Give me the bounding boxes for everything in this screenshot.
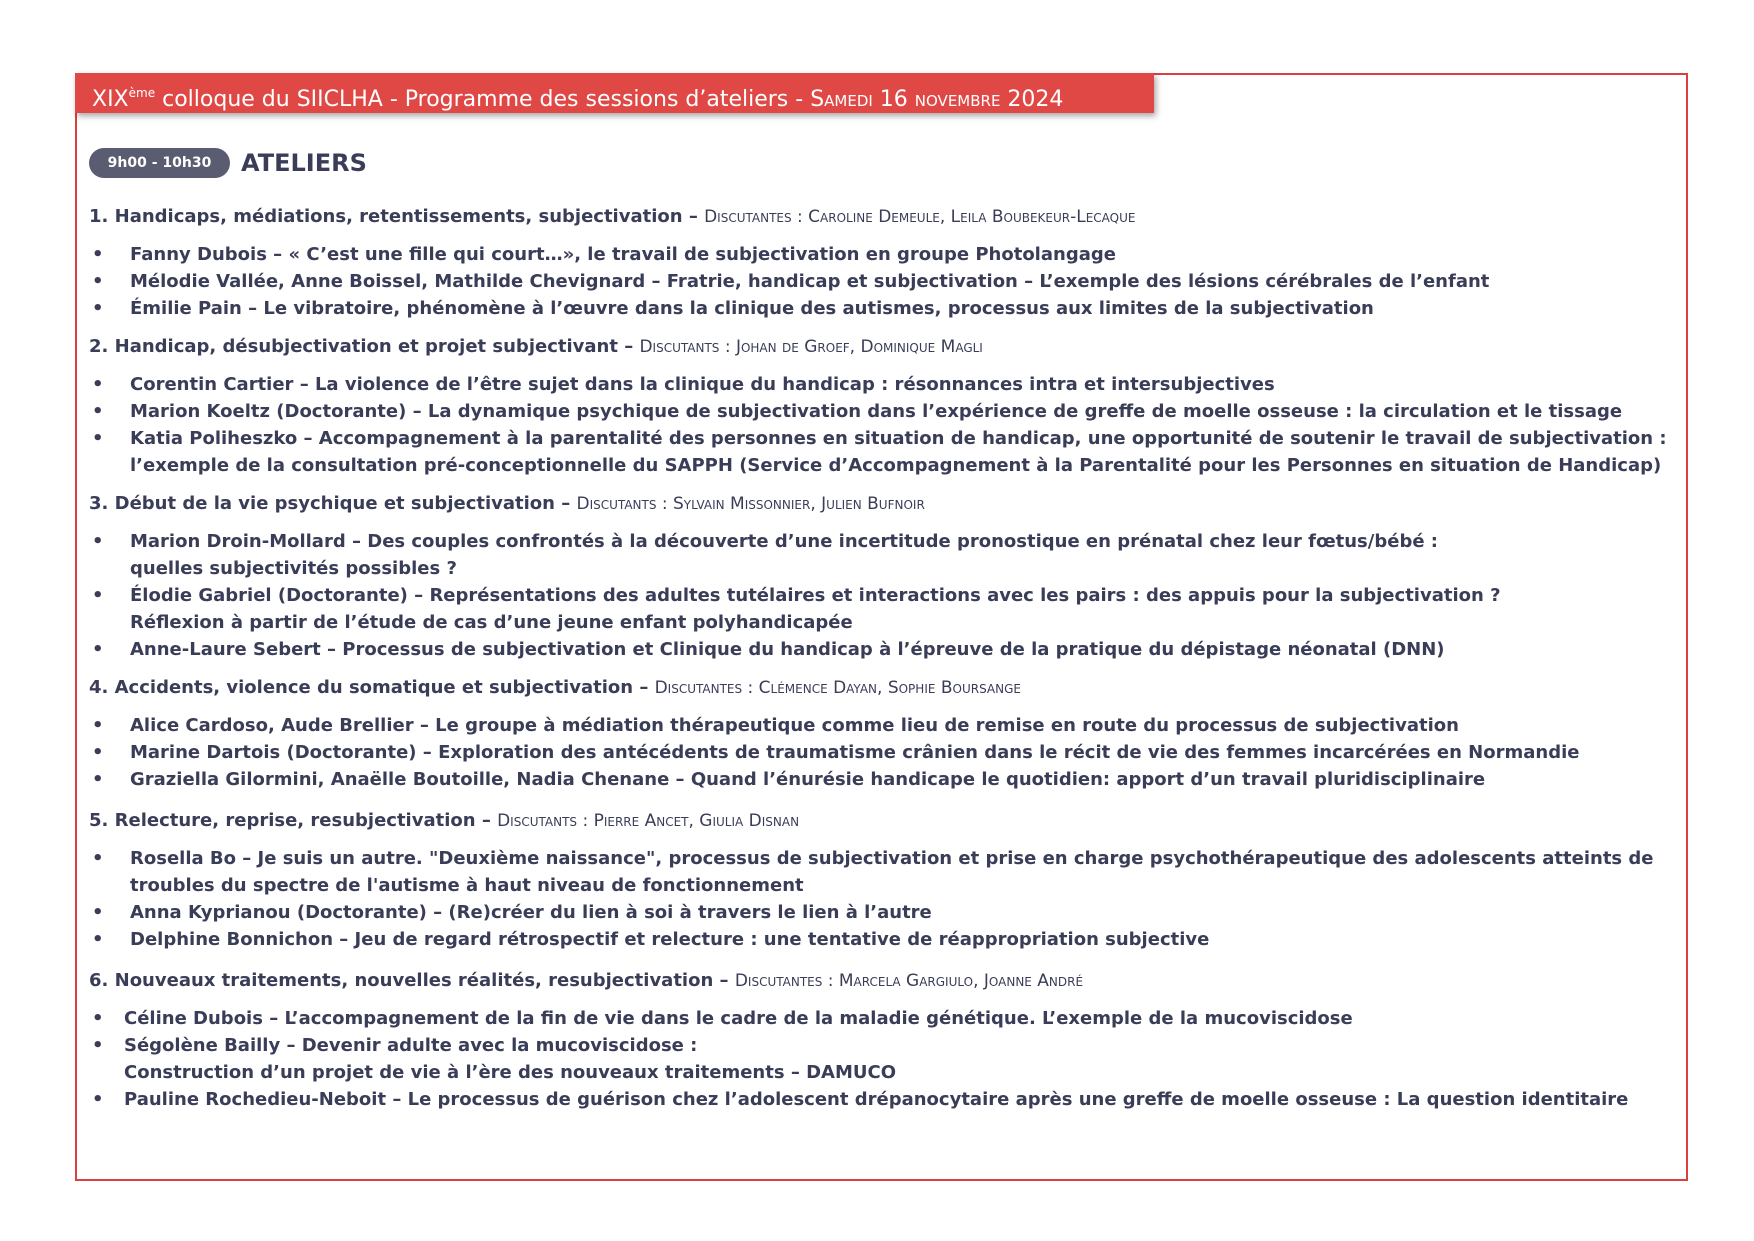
talk-item — [89, 241, 1669, 268]
talk-list — [89, 1005, 1669, 1113]
talk-line: • Anna Kyprianou (Doctorante) – (Re)créer du lien à soi à travers le lien à l’autre — [130, 902, 932, 923]
session-discussants: Discutantes : Caroline Demeule, Leila Boubekeur-Lecaque — [704, 207, 1136, 227]
session-title — [89, 807, 1669, 835]
session-theme: 2. Handicap, désubjectivation et projet subjectivant – — [89, 336, 640, 357]
talk-line: troubles du spectre de l'autisme à haut niveau de fonctionnement — [130, 875, 804, 896]
talk-line: • Élodie Gabriel (Doctorante) – Représentations des adultes tutélaires et interactions avec les pairs : des appuis pour la subjectivation ? — [130, 585, 1501, 606]
talk-item — [89, 712, 1669, 739]
talk-item — [89, 1086, 1669, 1113]
slot-title: ATELIERS — [241, 149, 367, 177]
talk-line: • Marion Droin-Mollard – Des couples confrontés à la découverte d’une incertitude pronostique en prénatal chez leur fœtus/bébé : — [130, 531, 1438, 552]
session-theme: 6. Nouveaux traitements, nouvelles réalités, resubjectivation – — [89, 970, 735, 991]
talk-item — [89, 899, 1669, 926]
talk-line: • Ségolène Bailly – Devenir adulte avec la mucoviscidose : — [124, 1035, 698, 1056]
time-badge: 9h00 - 10h30 — [89, 148, 230, 178]
talk-item — [89, 371, 1669, 398]
talk-list — [89, 371, 1669, 479]
talk-item — [89, 1005, 1669, 1032]
talk-line: • Graziella Gilormini, Anaëlle Boutoille, Nadia Chenane – Quand l’énurésie handicape le quotidien: apport d’un travail pluridisciplinaire — [130, 769, 1486, 790]
header-date: Samedi 16 novembre 2024 — [810, 87, 1064, 112]
session-title — [89, 333, 1669, 361]
talk-line: • Corentin Cartier – La violence de l’être sujet dans la clinique du handicap : résonnances intra et intersubjectives — [130, 374, 1275, 395]
talk-item — [89, 268, 1669, 295]
session-title — [89, 967, 1669, 995]
header-title: colloque du SIICLHA - Programme des sessions d’ateliers - — [162, 87, 811, 112]
session-theme: 1. Handicaps, médiations, retentissements, subjectivation – — [89, 206, 705, 227]
talk-item — [89, 926, 1669, 953]
session-3 — [89, 490, 1669, 663]
session-1 — [89, 203, 1669, 322]
talk-line: quelles subjectivités possibles ? — [130, 558, 457, 579]
talk-line: • Mélodie Vallée, Anne Boissel, Mathilde Chevignard – Fratrie, handicap et subjectivation – L’exemple des lésions cérébrales de l’enfant — [130, 271, 1490, 292]
talk-item — [89, 582, 1669, 636]
header-prefix: XIX — [92, 87, 129, 112]
talk-line: • Rosella Bo – Je suis un autre. "Deuxième naissance", processus de subjectivation et prise en charge psychothérapeutique des adolescents atteints de — [130, 848, 1654, 869]
talk-list — [89, 845, 1669, 953]
session-discussants: Discutants : Sylvain Missonnier, Julien Bufnoir — [576, 494, 925, 514]
talk-item — [89, 766, 1669, 793]
talk-line: Construction d’un projet de vie à l’ère des nouveaux traitements – DAMUCO — [124, 1062, 897, 1083]
talk-line: l’exemple de la consultation pré-conceptionnelle du SAPPH (Service d’Accompagnement à la Parentalité pour les Personnes en situation de Handicap) — [130, 455, 1662, 476]
header-banner — [75, 73, 1154, 113]
session-theme: 4. Accidents, violence du somatique et subjectivation – — [89, 677, 655, 698]
talk-list — [89, 712, 1669, 793]
session-discussants: Discutants : Pierre Ancet, Giulia Disnan — [497, 811, 800, 831]
talk-line: • Fanny Dubois – « C’est une fille qui court…», le travail de subjectivation en groupe Photolangage — [130, 244, 1116, 265]
talk-item — [89, 739, 1669, 766]
session-theme: 5. Relecture, reprise, resubjectivation – — [89, 810, 498, 831]
talk-item — [89, 845, 1669, 899]
session-4 — [89, 674, 1669, 793]
talk-item — [89, 1032, 1669, 1086]
session-6 — [89, 967, 1669, 1113]
talk-item — [89, 636, 1669, 663]
talk-item — [89, 398, 1669, 425]
session-title — [89, 490, 1669, 518]
session-5 — [89, 807, 1669, 953]
session-title — [89, 203, 1669, 231]
talk-line: • Marion Koeltz (Doctorante) – La dynamique psychique de subjectivation dans l’expérience de greffe de moelle osseuse : la circulation et le tissage — [130, 401, 1623, 422]
talk-list — [89, 528, 1669, 663]
session-discussants: Discutantes : Marcela Gargiulo, Joanne André — [734, 971, 1084, 991]
session-list — [89, 203, 1669, 1113]
talk-line: Réflexion à partir de l’étude de cas d’une jeune enfant polyhandicapée — [130, 612, 853, 633]
session-discussants: Discutantes : Clémence Dayan, Sophie Boursange — [654, 678, 1021, 698]
talk-item — [89, 295, 1669, 322]
talk-line: • Anne-Laure Sebert – Processus de subjectivation et Clinique du handicap à l’épreuve de la pratique du dépistage néonatal (DNN) — [130, 639, 1445, 660]
program-content — [89, 146, 1669, 1113]
session-2 — [89, 333, 1669, 479]
time-slot — [89, 146, 1669, 180]
session-theme: 3. Début de la vie psychique et subjectivation – — [89, 493, 577, 514]
talk-item — [89, 425, 1669, 479]
talk-list — [89, 241, 1669, 322]
talk-item — [89, 528, 1669, 582]
session-title — [89, 674, 1669, 702]
talk-line: • Delphine Bonnichon – Jeu de regard rétrospectif et relecture : une tentative de réappropriation subjective — [130, 929, 1210, 950]
talk-line: • Céline Dubois – L’accompagnement de la fin de vie dans le cadre de la maladie génétique. L’exemple de la mucoviscidose — [124, 1008, 1353, 1029]
talk-line: • Émilie Pain – Le vibratoire, phénomène à l’œuvre dans la clinique des autismes, processus aux limites de la subjectivation — [130, 298, 1374, 319]
session-discussants: Discutants : Johan de Groef, Dominique Magli — [639, 337, 983, 357]
talk-line: • Pauline Rochedieu-Neboit – Le processus de guérison chez l’adolescent drépanocytaire après une greffe de moelle osseuse : La question identitaire — [124, 1089, 1629, 1110]
header-superscript: ème — [128, 86, 156, 100]
talk-line: • Katia Poliheszko – Accompagnement à la parentalité des personnes en situation de handicap, une opportunité de soutenir le travail de subjectivation : — [130, 428, 1667, 449]
talk-line: • Marine Dartois (Doctorante) – Exploration des antécédents de traumatisme crânien dans le récit de vie des femmes incarcérées en Normandie — [130, 742, 1580, 763]
talk-line: • Alice Cardoso, Aude Brellier – Le groupe à médiation thérapeutique comme lieu de remise en route du processus de subjectivation — [130, 715, 1459, 736]
